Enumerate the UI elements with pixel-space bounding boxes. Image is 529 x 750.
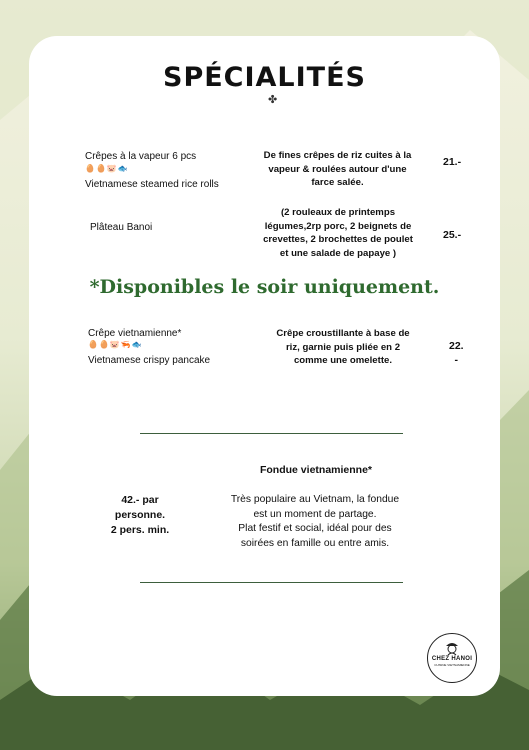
logo-text: CHEZ HANOI [431,656,473,662]
fondue-description: Très populaire au Vietnam, la fondue est un moment de partage. Plat festif et social, idéal pour des soirées en famille ou entre amis. [230,494,400,549]
item-name: Plâteau Banoi [90,222,153,233]
divider [140,433,403,434]
fondue-price: 42.- par personne. 2 pers. min. [110,494,170,536]
item-description: (2 rouleaux de printemps légumes,2rp porc, 2 beignets de crevettes, 2 brochettes de poulet et une salade de papaye ) [263,207,413,259]
fondue-title: Fondue vietnamienne* [259,464,373,476]
item-english-name: Vietnamese crispy pancake [88,355,211,366]
item-name: Crêpe vietnamienne* [88,328,182,339]
chef-face-icon [443,640,461,656]
item-price: 21.- [443,156,462,168]
item-name: Crêpes à la vapeur 6 pcs [85,151,197,162]
page-title: SPÉCIALITÉS [163,62,366,93]
logo-subtext: CUISINE VIETNAMIENNE [434,663,470,667]
evening-only-banner: *Disponibles le soir uniquement. [89,276,440,298]
item-price: 22. - [449,340,464,366]
restaurant-logo [427,633,477,683]
allergen-icons: 🥚🥚🐷🦐🐟 [88,340,143,349]
ornament-icon: ✤ [268,94,278,106]
item-description: Crêpe croustillante à base de riz, garnie puis pliée en 2 comme une omelette. [276,328,410,367]
item-description: De fines crêpes de riz cuites à la vapeur & roulées autour d'une farce salée. [263,150,412,189]
divider [140,582,403,583]
allergen-icons: 🥚🥚🐷🐟 [85,164,129,173]
item-price: 25.- [443,229,462,241]
item-english-name: Vietnamese steamed rice rolls [85,179,219,190]
